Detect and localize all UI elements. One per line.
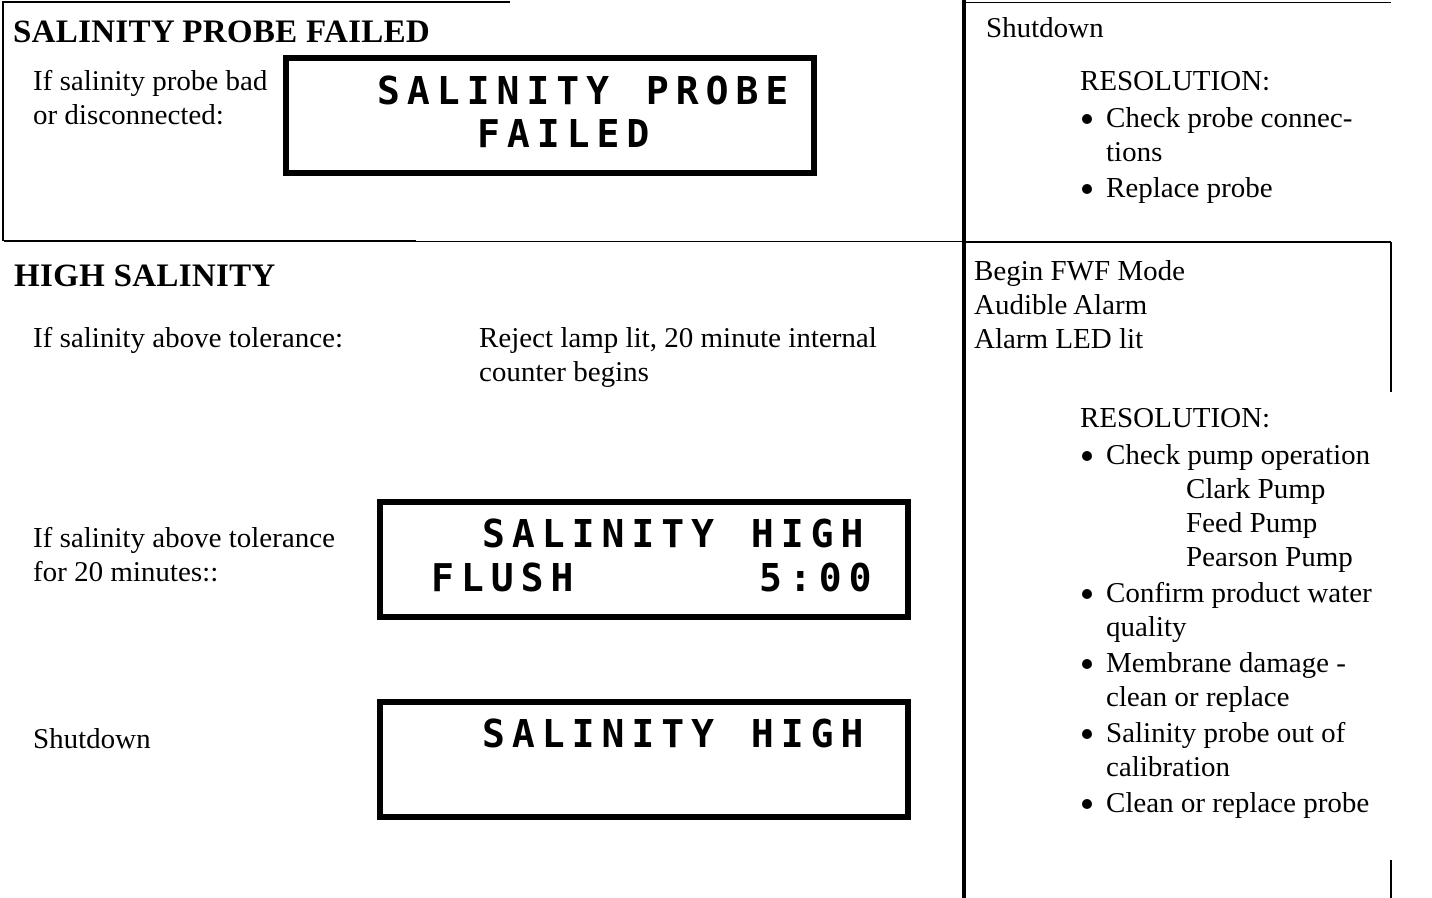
list-item-text: calibration [1106, 751, 1231, 783]
list-item [1080, 786, 1372, 820]
probe-failed-heading: SALINITY PROBE FAILED [13, 14, 431, 50]
column-divider [962, 0, 966, 898]
probe-failed-resolution-label: RESOLUTION: [1080, 65, 1271, 97]
section-divider-mid [416, 241, 964, 242]
high-salinity-action: Begin FWF Mode [974, 255, 1186, 287]
high-salinity-row1-result [479, 321, 877, 389]
shutdown-display-line1: SALINITY HIGH [482, 712, 871, 756]
list-item-text: Check pump operation [1106, 439, 1371, 471]
probe-failed-display [283, 55, 817, 176]
high-salinity-row1-result-line2: counter begins [479, 356, 649, 388]
list-item [1080, 576, 1372, 644]
list-item [1080, 646, 1372, 714]
probe-failed-condition [33, 64, 267, 132]
list-item-text: clean or replace [1106, 681, 1290, 713]
list-item-text: tions [1106, 136, 1163, 168]
high-salinity-row2-condition-line1: If salinity above tolerance [33, 522, 335, 554]
right-border-upper [1390, 242, 1392, 392]
list-item-text: Salinity probe out of [1106, 717, 1346, 749]
high-salinity-resolution-label: RESOLUTION: [1080, 402, 1271, 434]
flush-display-line1: SALINITY HIGH [482, 512, 871, 556]
list-item-text: Check probe connec- [1106, 102, 1353, 134]
list-item [1080, 171, 1352, 205]
probe-failed-resolution-list [1080, 101, 1352, 205]
probe-failed-display-line1: SALINITY PROBE [377, 69, 796, 113]
right-border-lower [1390, 860, 1392, 898]
list-item-text: Clean or replace probe [1106, 787, 1370, 819]
list-item-text: Confirm product water [1106, 577, 1372, 609]
flush-display-line2-left: FLUSH [431, 556, 581, 600]
high-salinity-row2-condition-line2: for 20 minutes:: [33, 556, 219, 588]
high-salinity-action: Audible Alarm [974, 289, 1148, 321]
list-item-text: quality [1106, 611, 1187, 643]
list-item-text: Replace probe [1106, 172, 1273, 204]
section-divider-right [966, 241, 1391, 243]
probe-failed-action: Shutdown [986, 12, 1104, 44]
high-salinity-row1-condition: If salinity above tolerance: [33, 322, 344, 354]
high-salinity-heading: HIGH SALINITY [14, 258, 276, 294]
top-border-right [966, 2, 1391, 3]
section-divider-left [4, 240, 416, 242]
top-border-left [4, 1, 510, 3]
pump-name: Clark Pump [1186, 473, 1326, 505]
left-border-top [2, 1, 4, 241]
shutdown-display [377, 699, 911, 820]
high-salinity-resolution-list [1080, 438, 1372, 820]
list-item [1080, 716, 1372, 784]
high-salinity-row2-condition [33, 521, 335, 589]
pump-name: Feed Pump [1186, 507, 1318, 539]
probe-failed-condition-line1: If salinity probe bad [33, 65, 268, 97]
high-salinity-actions [974, 254, 1185, 356]
list-item [1080, 101, 1352, 169]
flush-display [377, 499, 911, 620]
high-salinity-row1-result-line1: Reject lamp lit, 20 minute internal [479, 322, 877, 354]
probe-failed-condition-line2: or disconnected: [33, 99, 224, 131]
list-item-text: Membrane damage - [1106, 647, 1346, 679]
flush-display-line2-right: 5:00 [759, 556, 879, 600]
high-salinity-action: Alarm LED lit [974, 323, 1144, 355]
list-item [1080, 438, 1372, 574]
probe-failed-display-line2: FAILED [477, 112, 657, 156]
pump-name: Pearson Pump [1186, 541, 1353, 573]
high-salinity-row3-condition: Shutdown [33, 723, 151, 755]
